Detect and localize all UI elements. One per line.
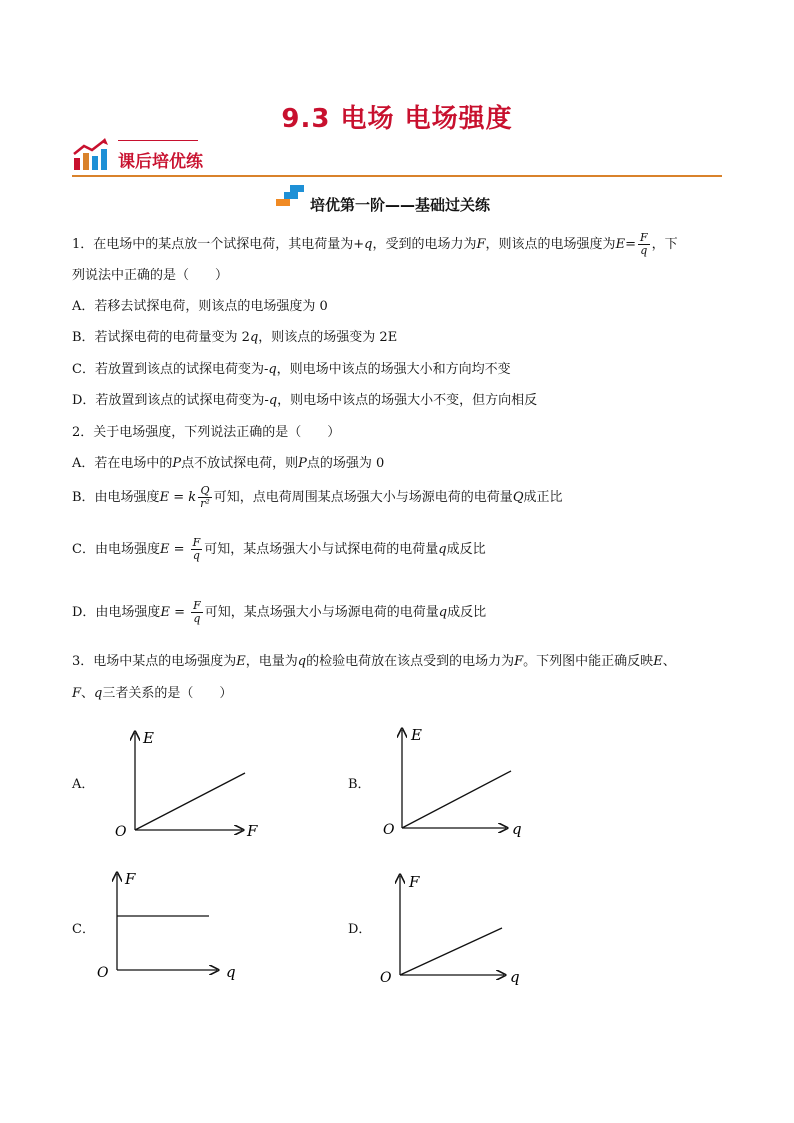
graph-a [110,725,270,840]
fraction: $\frac{F}{q}$ [639,231,648,257]
y-axis-label: F [409,873,420,891]
stairs-icon [276,185,306,207]
q2-option-d: D．由电场强度E = $\frac{F}{q}$ 可知，某点场强大小与场源电荷的电荷量q成反比 [72,599,487,625]
q3-stem-line2: F、q三者关系的是（ ） [72,686,233,701]
graph-b [380,722,540,837]
q1-stem: 1．在电场中的某点放一个试探电荷，其电荷量为+q，受到的电场力为F，则该点的电场强度为E= $\frac{F}{q}$ ，下 [72,231,678,257]
q1-option-b: B．若试探电荷的电荷量变为 2q，则该点的场强变为 2E [72,330,398,345]
q2-option-c: C．由电场强度E = $\frac{F}{q}$ 可知，某点场强大小与试探电荷的电荷量q成反比 [72,536,486,562]
graph-b-label[interactable]: B． [348,777,371,792]
x-axis-label: F [247,822,258,840]
q3-stem: 3．电场中某点的电场强度为E，电量为q的检验电荷放在该点受到的电场力为F。下列图中能正确反映E、 [72,654,676,669]
x-axis-label: q [512,820,522,837]
fraction: $\frac{F}{q}$ [192,536,201,562]
q1-stem-line2: 列说法中正确的是（ ） [72,268,229,283]
q2-option-b: B．由电场强度E = k $\frac{Q}{\text{r²}}$ 可知，点电荷周围某点场强大小与场源电荷的电荷量Q成正比 [72,484,563,510]
y-axis-label: E [143,729,154,747]
y-axis-label: E [411,726,422,744]
graph-a-label[interactable]: A． [72,777,95,792]
origin-label: O [383,822,395,837]
q1-option-c: C．若放置到该点的试探电荷变为-q，则电场中该点的场强大小和方向均不变 [72,362,511,377]
stage-title: 培优第一阶——基础过关练 [310,196,491,214]
section-underline [118,140,198,141]
origin-label: O [115,824,127,840]
graph-line [400,928,502,975]
graph-line [135,773,245,830]
y-axis-label: F [125,870,136,888]
graph-d [380,868,530,986]
q1-option-a: A．若移去试探电荷，则该点的电场强度为 0 [72,299,328,314]
graph-c-label[interactable]: C． [72,922,95,937]
graph-c [95,866,245,984]
page-title: 9.3 电场 电场强度 [281,104,513,134]
section-label: 课后培优练 [118,152,203,172]
x-axis-label: q [510,968,520,986]
x-axis-label: q [226,963,236,981]
origin-label: O [380,970,392,986]
section-divider [72,175,722,177]
q2-stem: 2．关于电场强度，下列说法正确的是（ ） [72,425,341,440]
graph-line [402,771,511,828]
growth-chart-icon [72,138,112,172]
origin-label: O [97,965,109,981]
graph-d-label[interactable]: D． [348,922,372,937]
q1-option-d: D．若放置到该点的试探电荷变为-q，则电场中该点的场强大小不变，但方向相反 [72,393,538,408]
q2-option-a: A．若在电场中的P点不放试探电荷，则P点的场强为 0 [72,456,385,471]
fraction: $\frac{Q}{\text{r²}}$ [200,484,210,510]
fraction: $\frac{F}{q}$ [193,599,201,625]
